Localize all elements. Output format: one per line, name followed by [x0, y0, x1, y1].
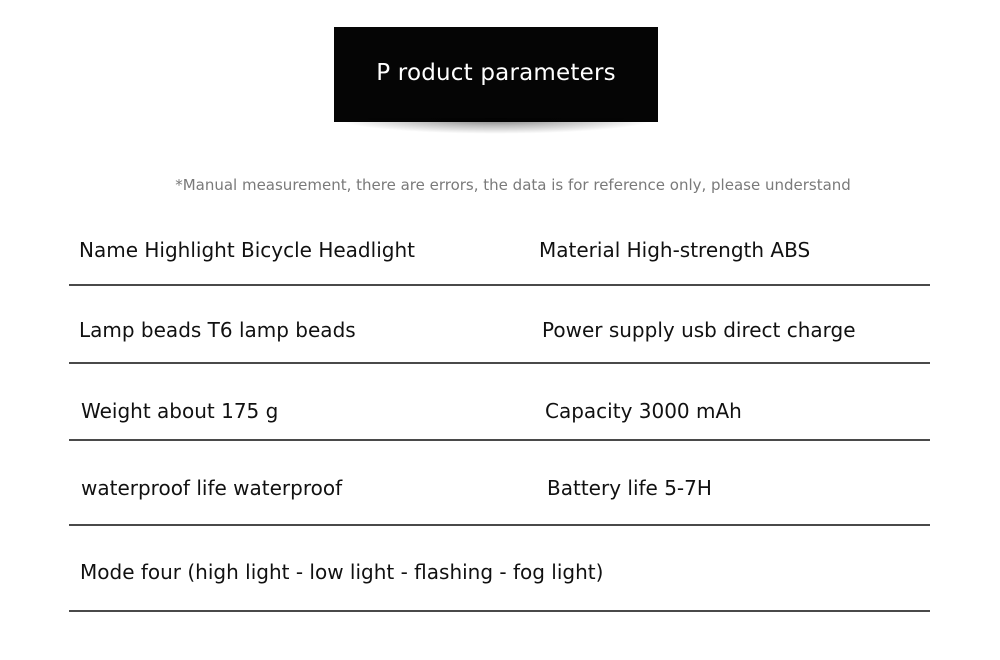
- param-waterproof-cell: waterproof life waterproof: [81, 476, 343, 500]
- table-row: [69, 286, 930, 364]
- table-row: [69, 526, 930, 612]
- title-banner-shadow: [334, 118, 658, 134]
- param-weight-cell: Weight about 175 g: [81, 399, 279, 423]
- page-title: P roduct parameters: [376, 59, 616, 86]
- param-capacity-cell: Capacity 3000 mAh: [545, 399, 742, 423]
- param-lamp-beads-cell: Lamp beads T6 lamp beads: [79, 318, 356, 342]
- param-battery-life-cell: Battery life 5-7H: [547, 476, 712, 500]
- table-row: [69, 364, 930, 441]
- param-name-cell: Name Highlight Bicycle Headlight: [79, 238, 415, 262]
- param-mode-cell: Mode four (high light - low light - flashing - fog light): [80, 560, 604, 584]
- param-material-cell: Material High-strength ABS: [539, 238, 811, 262]
- table-row: [69, 441, 930, 526]
- param-power-supply-cell: Power supply usb direct charge: [542, 318, 856, 342]
- title-banner: [334, 27, 658, 122]
- disclaimer-note: *Manual measurement, there are errors, the data is for reference only, please understand: [175, 176, 851, 194]
- table-row: [69, 218, 930, 286]
